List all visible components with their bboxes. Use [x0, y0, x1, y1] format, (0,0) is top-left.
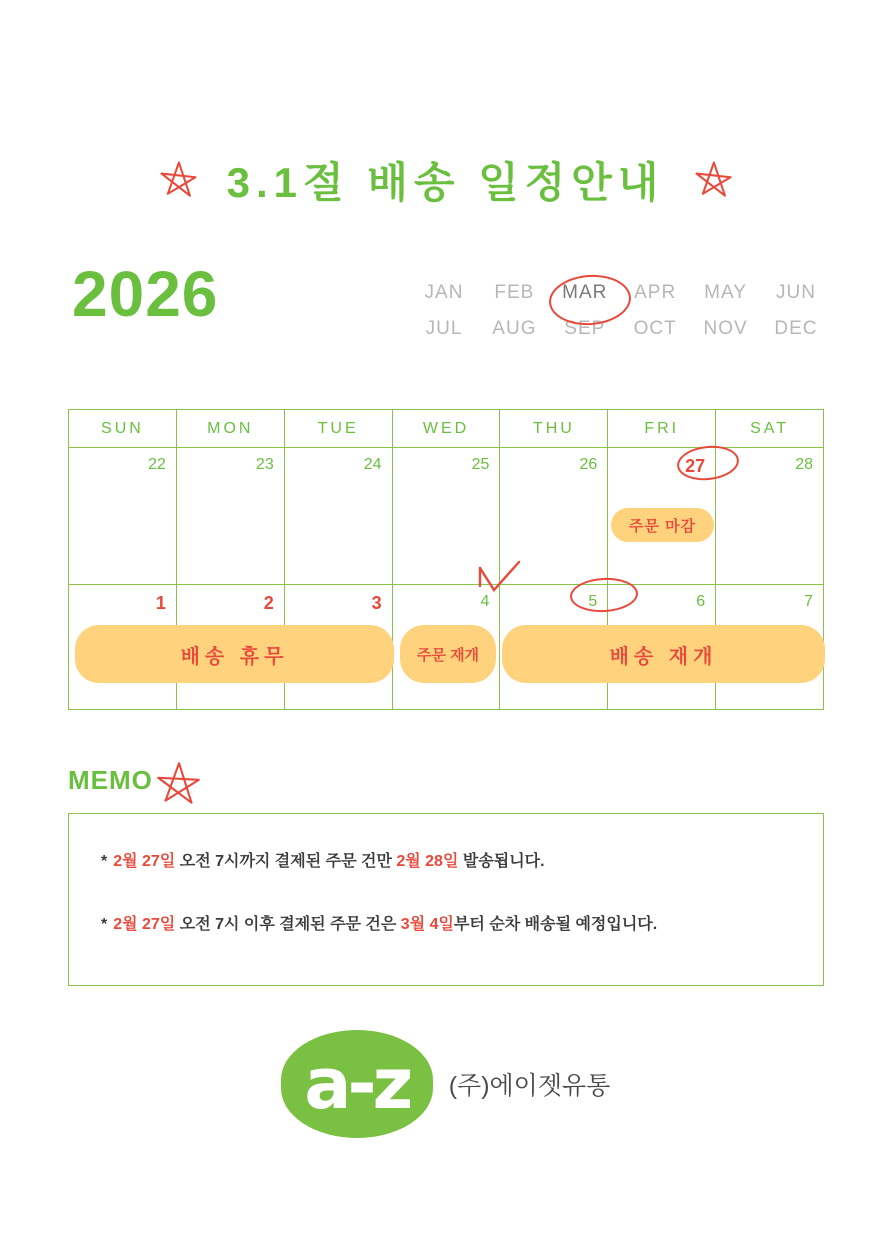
- month-oct[interactable]: OCT: [633, 318, 677, 339]
- day-number: 23: [255, 456, 274, 473]
- month-apr[interactable]: APR: [634, 282, 677, 303]
- year-label: 2026: [72, 258, 219, 330]
- footer-logo: [0, 1030, 891, 1138]
- weekday-wed: WED: [393, 410, 501, 447]
- month-row-first-half: [410, 282, 830, 304]
- weekday-sun: SUN: [69, 410, 177, 447]
- star-icon: [690, 157, 736, 203]
- day-number: 25: [471, 456, 490, 473]
- day-number: 2: [263, 593, 274, 613]
- calendar-header-row: [69, 410, 823, 448]
- month-jan[interactable]: JAN: [424, 282, 464, 303]
- month-dec[interactable]: DEC: [774, 318, 818, 339]
- company-name: (주)에이젯유통: [448, 1072, 611, 1100]
- star-icon: [155, 157, 201, 203]
- memo-highlight-date: 2월 27일: [113, 916, 176, 933]
- day-number: 6: [696, 593, 706, 610]
- month-jun[interactable]: JUN: [775, 282, 816, 303]
- month-sep[interactable]: SEP: [564, 318, 606, 339]
- month-selector: [410, 282, 830, 354]
- day-number: 3: [371, 593, 382, 613]
- month-may[interactable]: MAY: [704, 282, 747, 303]
- day-number: 27: [685, 456, 706, 476]
- day-number: 1: [155, 593, 166, 613]
- memo-bullet: *: [101, 916, 108, 933]
- badge-order-resume: 주문 재개: [400, 625, 496, 683]
- month-nov[interactable]: NOV: [703, 318, 748, 339]
- badge-shipping-holiday: 배송 휴무: [75, 625, 394, 683]
- day-cell[interactable]: [393, 448, 501, 584]
- page-title-row: [0, 150, 891, 210]
- day-number: 5: [588, 593, 598, 610]
- badge-order-close: 주문 마감: [611, 508, 714, 542]
- memo-line: [101, 911, 791, 934]
- weekday-thu: THU: [500, 410, 608, 447]
- memo-highlight-date: 3월 4일: [400, 916, 454, 933]
- day-number: 28: [795, 456, 814, 473]
- memo-bullet: *: [101, 853, 108, 870]
- day-number: 24: [363, 456, 382, 473]
- memo-text: 부터 순차 배송될 예정입니다.: [453, 916, 658, 933]
- memo-text: 오전 7시 이후 결제된 주문 건은: [175, 916, 401, 933]
- page-title: 3.1절 배송 일정안내: [226, 159, 665, 206]
- memo-highlight-date: 2월 28일: [396, 853, 459, 870]
- day-cell[interactable]: [716, 448, 823, 584]
- badge-shipping-resume: 배송 재개: [502, 625, 825, 683]
- memo-text: 발송됩니다.: [458, 853, 545, 870]
- day-cell[interactable]: [177, 448, 285, 584]
- memo-label: MEMO: [68, 765, 153, 795]
- star-icon: [152, 758, 204, 810]
- weekday-sat: SAT: [750, 420, 790, 437]
- memo-text: 오전 7시까지 결제된 주문 건만: [175, 853, 397, 870]
- memo-highlight-date: 2월 27일: [113, 853, 176, 870]
- month-row-second-half: [410, 318, 830, 340]
- weekday-mon: MON: [177, 410, 285, 447]
- day-cell[interactable]: [500, 448, 608, 584]
- month-aug[interactable]: AUG: [492, 318, 537, 339]
- company-logo-mark: a-z: [281, 1030, 433, 1138]
- weekday-tue: TUE: [285, 410, 393, 447]
- month-feb[interactable]: FEB: [494, 282, 535, 303]
- month-mar[interactable]: MAR: [562, 282, 608, 303]
- month-jul[interactable]: JUL: [425, 318, 463, 339]
- weekday-fri: FRI: [608, 410, 716, 447]
- day-cell[interactable]: [69, 448, 177, 584]
- memo-box: [68, 813, 824, 986]
- day-number: 22: [148, 456, 166, 473]
- day-number: 26: [579, 456, 598, 473]
- day-number: 7: [804, 593, 814, 610]
- day-cell[interactable]: [285, 448, 393, 584]
- day-number: 4: [480, 593, 490, 610]
- memo-line: [101, 848, 791, 871]
